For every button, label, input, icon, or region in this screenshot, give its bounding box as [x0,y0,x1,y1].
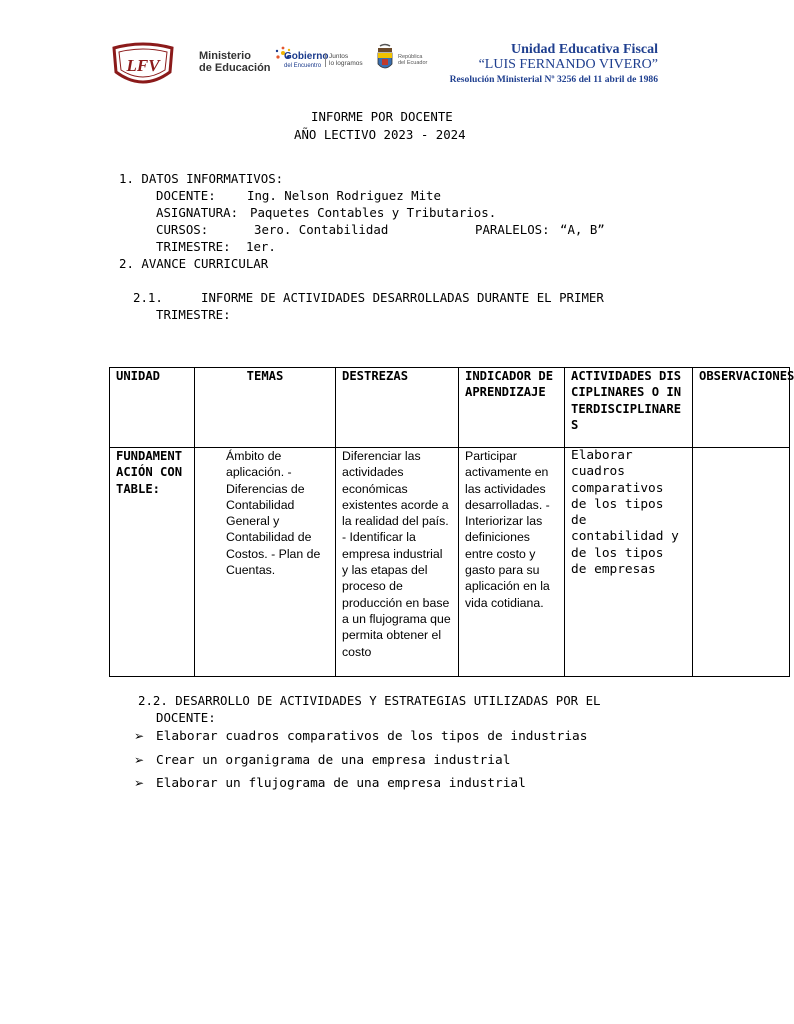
header-actividades: ACTIVIDADES DISCIPLINARES O INTERDISCIPLINARES [565,368,693,448]
section-1-heading: 1. DATOS INFORMATIVOS: [119,171,284,186]
table-header-row [110,368,790,448]
asignatura-label: ASIGNATURA: [156,205,239,220]
paralelos-label: PARALELOS: [475,222,550,237]
subsection-2-1-title-cont: TRIMESTRE: [156,307,231,322]
arrow-bullet-icon: ➢ [134,752,145,767]
ecuador-coat-of-arms-icon [374,44,396,74]
list-item [134,751,587,775]
list-item-text: Elaborar cuadros comparativos de los tipos de industrias [156,729,588,744]
cell-temas: Ámbito de aplicación. - Diferencias de Contabilidad General y Contabilidad de Costos. - Plan de Cuentas. [195,448,336,677]
ministerio-logo: Ministerio de Educación [199,50,271,74]
list-item [134,774,587,798]
cell-actividades: Elaborar cuadros comparativos de los tipos de contabilidad y de los tipos de empresas [565,448,693,677]
subsection-2-1-title: INFORME DE ACTIVIDADES DESARROLLADAS DURANTE EL PRIMER [201,290,604,305]
header-temas: TEMAS [195,368,336,448]
paralelos-value: “A, B” [560,222,605,237]
docente-value: Ing. Nelson Rodriguez Mite [247,188,441,203]
subsection-2-2-title: 2.2. DESARROLLO DE ACTIVIDADES Y ESTRATEGIAS UTILIZADAS POR EL [138,693,601,708]
school-year: AÑO LECTIVO 2023 - 2024 [294,127,466,142]
header-destrezas: DESTREZAS [336,368,459,448]
section-2-heading: 2. AVANCE CURRICULAR [119,256,269,271]
strategies-list [134,727,587,798]
activities-table [109,367,794,677]
republica-label: República del Ecuador [398,54,428,66]
list-item-text: Elaborar un flujograma de una empresa industrial [156,776,526,791]
gobierno-sub-label: del Encuentro [284,63,322,69]
asignatura-value: Paquetes Contables y Tributarios. [250,205,497,220]
arrow-bullet-icon: ➢ [134,776,145,790]
cursos-value: 3ero. Contabilidad [254,222,389,237]
subsection-2-2-title-cont: DOCENTE: [156,710,216,725]
cell-indicador: Participar activamente en las actividades desarrolladas. - Interiorizar las definiciones entre costo y gasto para su aplicación en la vida cotidiana. [459,448,565,677]
school-crest-logo [110,42,176,88]
cell-unidad: FUNDAMENTACIÓN CONTABLE: [110,448,195,677]
header-observaciones: OBSERVACIONES [693,368,790,448]
resolution-text: Resolución Ministerial Nº 3256 del 11 abril de 1986 [449,74,658,85]
header-unidad: UNIDAD [110,368,195,448]
arrow-bullet-icon: ➢ [134,729,145,743]
cell-destrezas: Diferenciar las actividades económicas existentes acorde a la realidad del país. - Identificar la empresa industrial y las etapas del proceso de producción en base a un flujograma que permita obtener el costo [336,448,459,677]
docente-label: DOCENTE: [156,188,216,203]
table-row [110,448,790,677]
report-title: INFORME POR DOCENTE [311,109,453,124]
institution-school-name: “LUIS FERNANDO VIVERO” [478,57,658,72]
juntos-label: Juntos lo logramos [325,53,363,67]
list-item [134,727,587,751]
header-indicador: INDICADOR DE APRENDIZAJE [459,368,565,448]
gobierno-label: Gobierno [284,51,329,62]
trimestre-value: 1er. [246,239,276,254]
logo-initials: LFV [126,56,160,75]
list-item-text: Crear un organigrama de una empresa industrial [156,752,511,768]
cell-observaciones [693,448,790,677]
trimestre-label: TRIMESTRE: [156,239,231,254]
cursos-label: CURSOS: [156,222,209,237]
institution-name: Unidad Educativa Fiscal [510,42,658,57]
subsection-2-1-number: 2.1. [133,290,163,305]
